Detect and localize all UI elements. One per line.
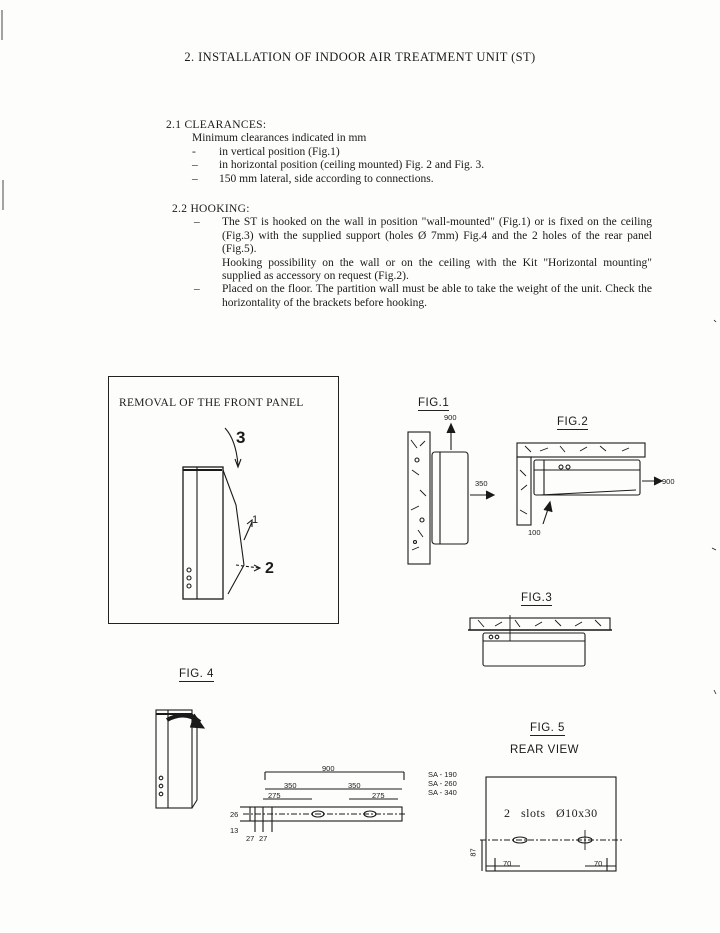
list-item: SA - 190	[428, 770, 457, 779]
fig2-drawing	[517, 443, 662, 525]
fig4-dim-275-right: 275	[372, 791, 385, 800]
fig2-dim-bottom: 100	[528, 528, 541, 537]
fig4-model-list	[428, 770, 457, 797]
list-item: SA - 340	[428, 788, 457, 797]
fig4-dim-275-left: 275	[268, 791, 281, 800]
fig4-drawing	[156, 710, 405, 832]
fig4-dim-27a: 27	[246, 834, 255, 843]
fig5-drawing	[480, 777, 622, 871]
fig4-dim-350-right: 350	[348, 781, 361, 790]
fig5-label: FIG. 5	[530, 722, 565, 734]
fig4-dim-27b: 27	[259, 834, 268, 843]
fig5-dim-87: 87	[468, 848, 478, 857]
clearances-heading: 2.1 CLEARANCES:	[166, 119, 267, 131]
fig1-label: FIG.1	[418, 397, 450, 409]
removal-label-2: 2	[265, 560, 275, 577]
fig4-dim-26: 26	[230, 810, 239, 819]
scan-edge-marks	[2, 10, 716, 694]
fig4-dim-13: 13	[230, 826, 239, 835]
fig1-dim-side: 350	[475, 479, 488, 488]
removal-title: REMOVAL OF THE FRONT PANEL	[119, 397, 304, 409]
fig4-dim-350-left: 350	[284, 781, 297, 790]
fig5-dim-70-left: 70	[503, 859, 512, 868]
fig1-drawing	[408, 424, 494, 564]
fig2-dim-side: 900	[662, 477, 675, 486]
fig5-dim-70-right: 70	[594, 859, 603, 868]
hooking-heading: 2.2 HOOKING:	[172, 203, 250, 215]
removal-label-3: 3	[236, 428, 246, 447]
removal-label-1: 1	[252, 514, 259, 526]
fig2-label: FIG.2	[557, 416, 589, 428]
removal-drawing	[183, 428, 260, 599]
fig5-slots-label: 2 slots Ø10x30	[504, 806, 598, 820]
fig5-subtitle: REAR VIEW	[510, 744, 580, 756]
fig1-dim-top: 900	[444, 413, 457, 422]
list-item: Hooking possibility on the wall or on the ceiling with the Kit "Horizontal mounting" supplied as accessory on request (Fig.2).	[222, 256, 652, 283]
list-item: – The ST is hooked on the wall in position "wall-mounted" (Fig.1) or is fixed on the ceiling (Fig.3) with the supplied support (holes Ø 7mm) Fig.4 and the 2 holes of the rear panel (Fig.5).	[194, 216, 652, 256]
list-item: – 150 mm lateral, side according to connections.	[192, 172, 434, 185]
fig3-drawing	[468, 615, 612, 666]
list-item: – in horizontal position (ceiling mounted) Fig. 2 and Fig. 3.	[192, 159, 485, 172]
fig4-dim-total: 900	[322, 764, 335, 773]
page-title: 2. INSTALLATION OF INDOOR AIR TREATMENT UNIT (ST)	[184, 50, 536, 64]
fig4-label: FIG. 4	[179, 668, 214, 680]
list-item: - in vertical position (Fig.1)	[192, 145, 340, 158]
fig3-label: FIG.3	[521, 592, 553, 604]
list-item: – Placed on the floor. The partition wall must be able to take the weight of the unit. Check the horizontality of the brackets before hooking.	[194, 283, 652, 309]
list-item: SA - 260	[428, 779, 457, 788]
clearances-intro: Minimum clearances indicated in mm	[192, 132, 367, 145]
